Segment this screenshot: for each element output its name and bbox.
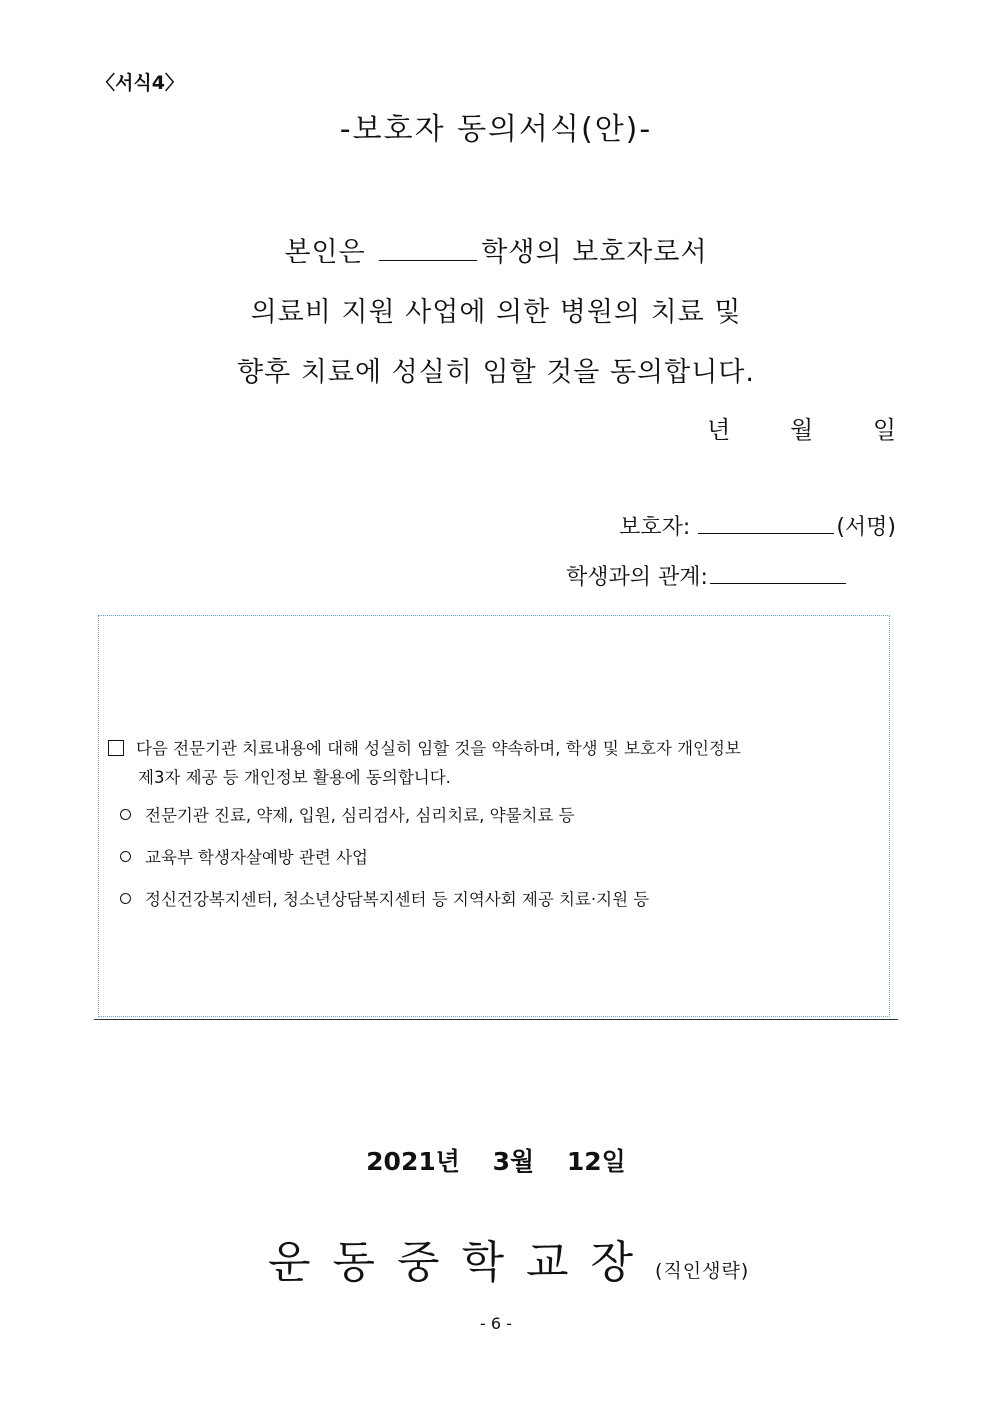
relation-blank[interactable] <box>710 563 846 584</box>
principal-signature <box>268 1226 749 1290</box>
statement-line-2: 의료비 지원 사업에 의한 병원의 치료 및 <box>250 297 742 328</box>
consent-box-bottom-rule <box>94 1019 898 1020</box>
relation-row <box>566 560 846 591</box>
principal-name: 운동중학교장 <box>268 1237 656 1288</box>
bullet-circle-icon <box>120 851 131 862</box>
page-number: - 6 - <box>480 1314 512 1333</box>
guardian-signature-blank[interactable] <box>698 513 834 534</box>
issue-month: 3월 <box>492 1147 535 1176</box>
statement-prefix: 본인은 <box>284 237 366 268</box>
consent-line-2: 제3자 제공 등 개인정보 활용에 동의합니다. <box>138 768 451 787</box>
sign-note: (서명) <box>836 515 896 540</box>
bullet-circle-icon <box>120 809 131 820</box>
relation-label: 학생과의 관계: <box>566 565 708 590</box>
year-label: 년 <box>707 416 731 444</box>
consent-bullet-2: 교육부 학생자살예방 관련 사업 <box>120 844 368 868</box>
issue-day: 12일 <box>566 1147 626 1176</box>
issue-year: 2021년 <box>366 1147 460 1176</box>
statement-line-1 <box>0 230 992 269</box>
issue-date <box>0 1142 992 1178</box>
consent-bullet-1: 전문기관 진료, 약제, 입원, 심리검사, 심리치료, 약물치료 등 <box>120 802 575 826</box>
month-label: 월 <box>789 416 814 444</box>
consent-checkbox[interactable] <box>108 740 124 756</box>
day-label: 일 <box>872 416 896 444</box>
form-tag: 〈서식4〉 <box>96 72 184 94</box>
consent-bullet-3: 정신건강복지센터, 청소년상담복지센터 등 지역사회 제공 치료·지원 등 <box>120 886 649 910</box>
guardian-signature-row <box>619 510 896 541</box>
seal-omitted-note: (직인생략) <box>655 1260 750 1282</box>
statement-line-3: 향후 치료에 성실히 임할 것을 동의합니다. <box>237 357 755 388</box>
bullet-circle-icon <box>120 893 131 904</box>
consent-line-1: 다음 전문기관 치료내용에 대해 성실히 임할 것을 약속하며, 학생 및 보호자 개인정보 <box>136 739 741 758</box>
student-name-blank[interactable] <box>379 238 477 261</box>
signing-date <box>655 410 896 445</box>
statement-suffix: 학생의 보호자로서 <box>481 237 708 268</box>
guardian-label: 보호자: <box>619 515 691 540</box>
consent-text <box>108 734 888 792</box>
page-title: -보호자 동의서식(안)- <box>339 112 653 147</box>
